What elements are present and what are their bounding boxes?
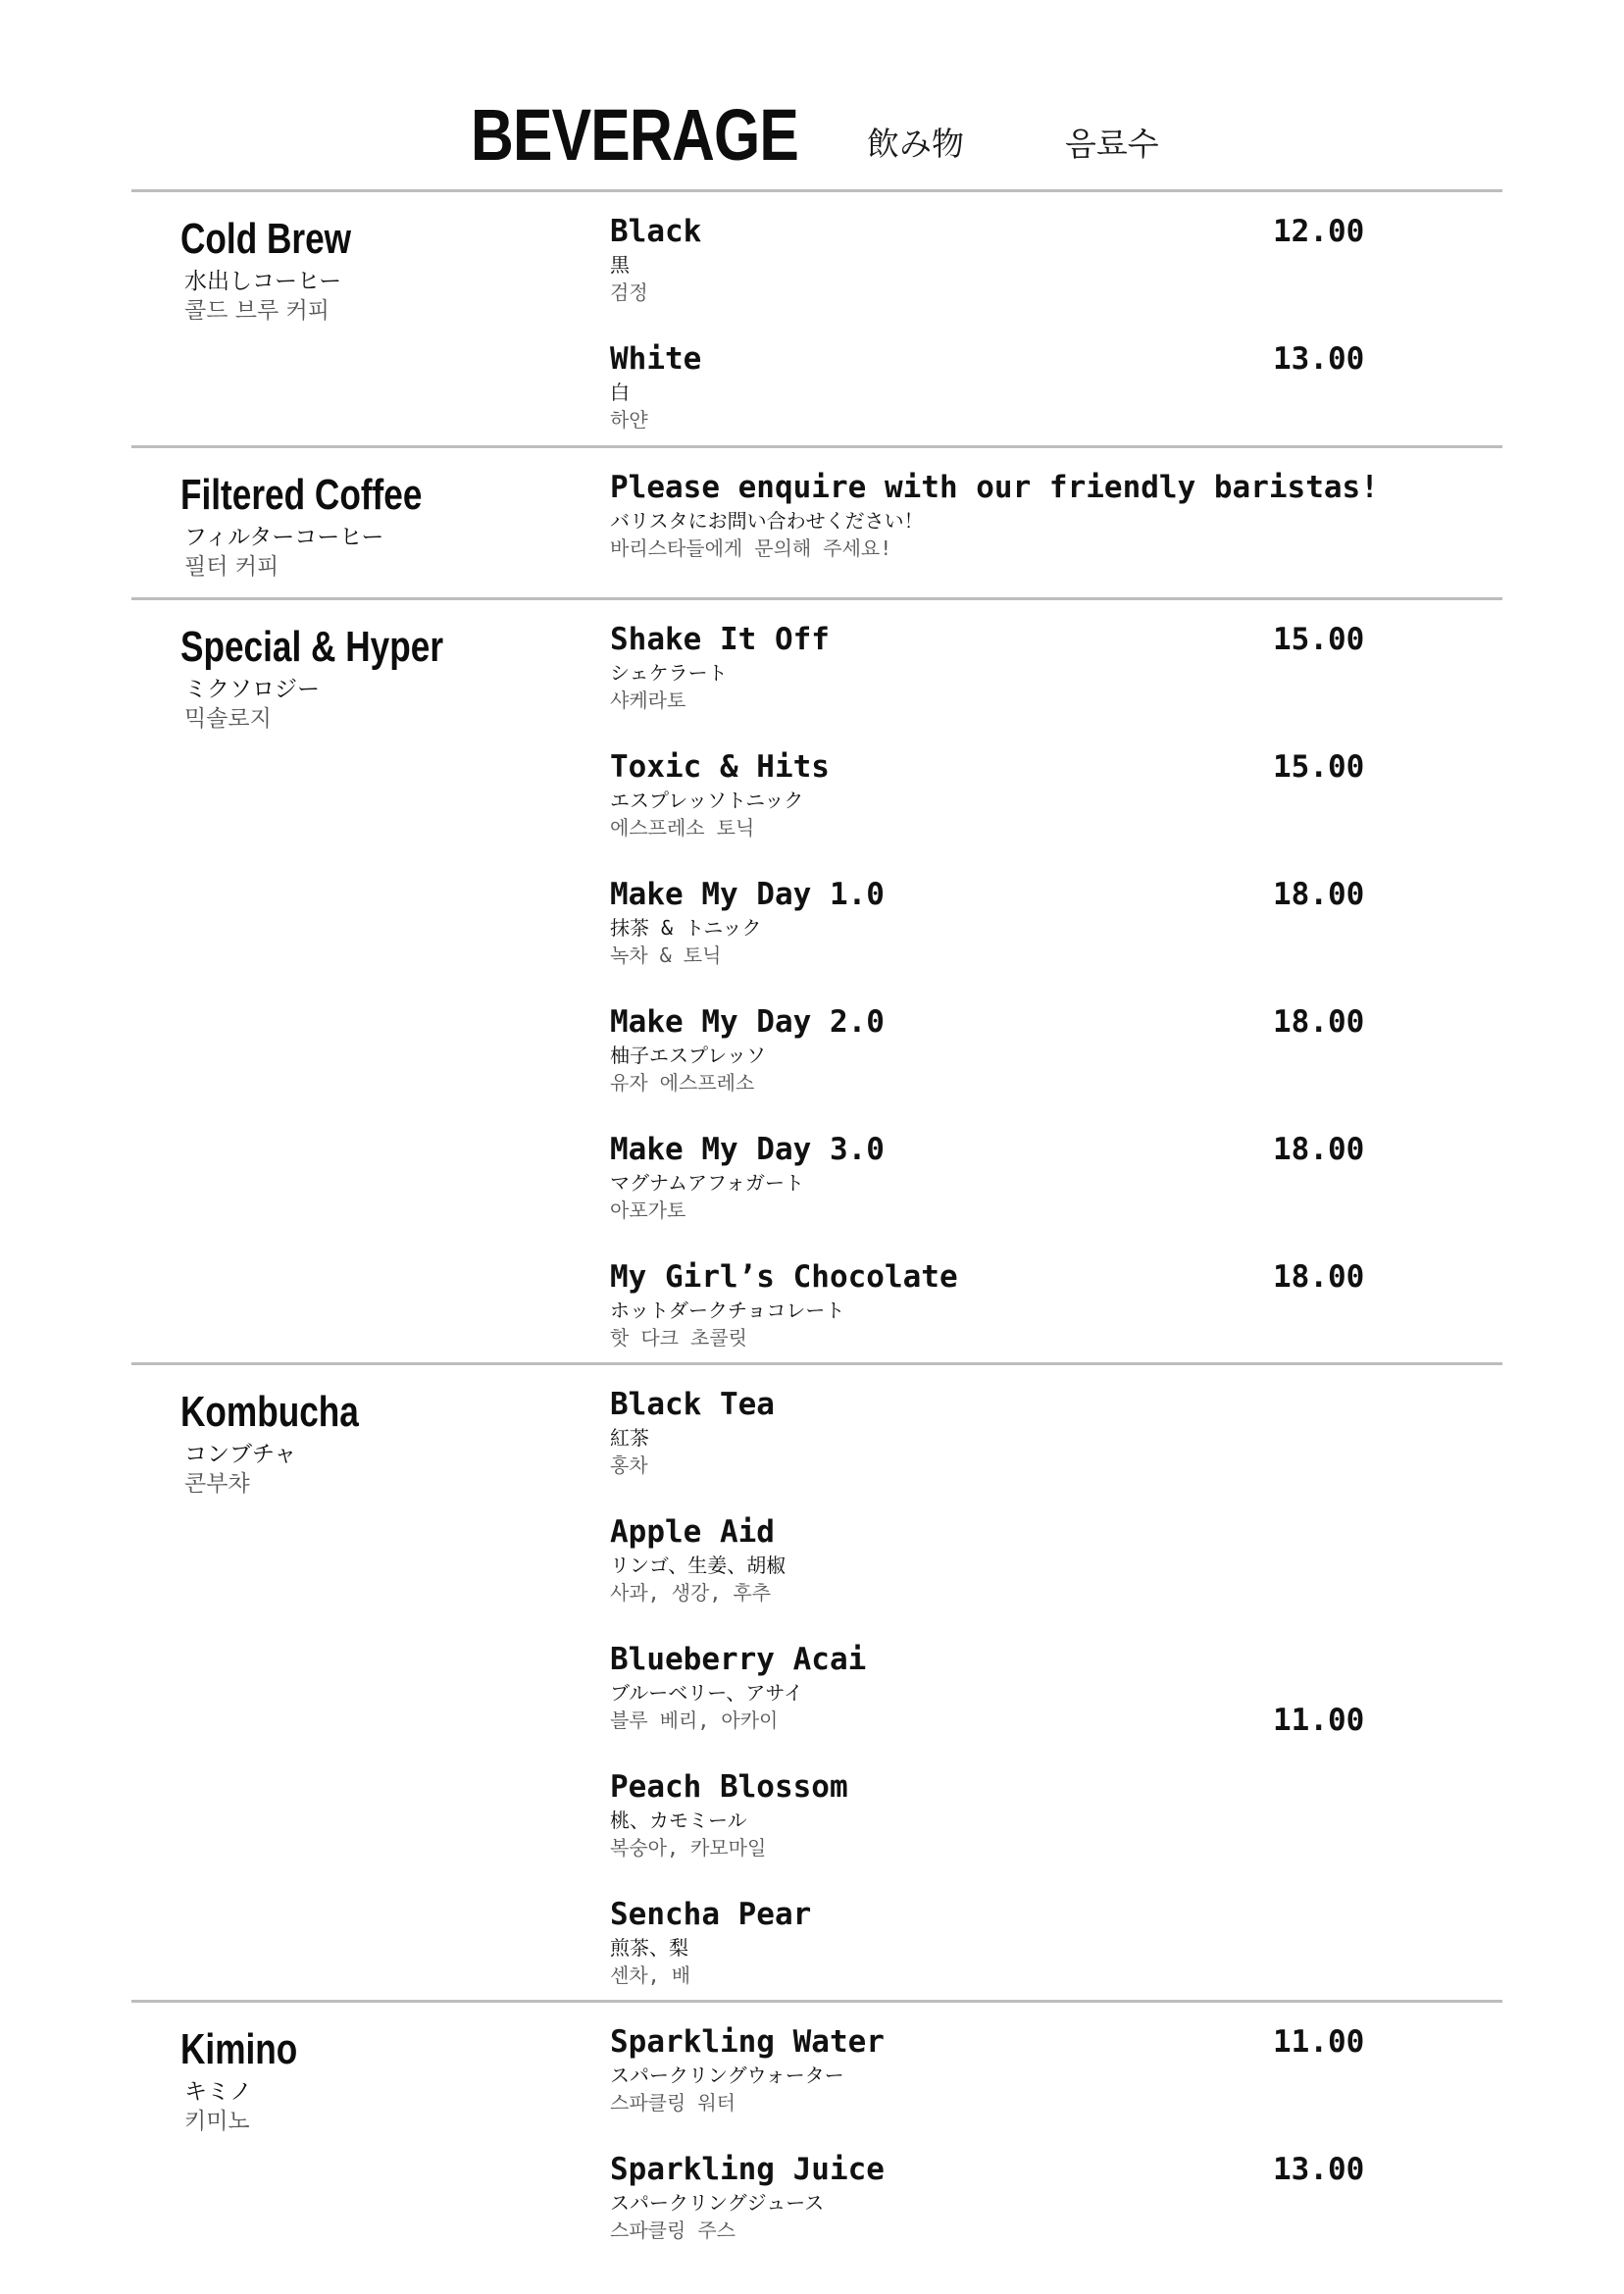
section-title: Cold Brew xyxy=(180,215,352,263)
item-name-korean: 홍차 xyxy=(610,1453,648,1477)
item-name: Please enquire with our friendly baristas! xyxy=(610,470,1379,505)
section-title: Filtered Coffee xyxy=(180,471,423,519)
menu-item-peach-blossom xyxy=(610,1767,1395,1885)
section-title-japanese: フィルターコーヒー xyxy=(184,525,384,550)
section-divider xyxy=(131,2000,1502,2003)
item-name: Black Tea xyxy=(610,1387,775,1422)
section-divider xyxy=(131,189,1502,192)
section-divider xyxy=(131,597,1502,600)
item-name: Make My Day 1.0 xyxy=(610,877,885,912)
menu-header xyxy=(0,86,1624,184)
menu-title: BEVERAGE xyxy=(471,94,798,176)
kombucha-price: 11.00 xyxy=(1273,1703,1365,1738)
item-name-korean: 유자 에스프레소 xyxy=(610,1071,755,1095)
item-name: White xyxy=(610,341,702,377)
section-title-japanese: キミノ xyxy=(184,2079,252,2105)
menu-item-barista-note xyxy=(610,468,1493,586)
section-title-korean: 키미노 xyxy=(184,2109,250,2134)
item-name: Sencha Pear xyxy=(610,1897,812,1932)
item-name: Sparkling Water xyxy=(610,2024,885,2060)
menu-title-korean: 음료수 xyxy=(1065,125,1159,163)
item-price: 18.00 xyxy=(1273,1004,1365,1040)
item-name-korean: 하얀 xyxy=(610,408,648,432)
item-price: 18.00 xyxy=(1273,877,1365,912)
section-divider xyxy=(131,445,1502,448)
item-name-japanese: シェケラート xyxy=(610,661,728,685)
section-title-japanese: コンブチャ xyxy=(184,1442,297,1467)
item-price: 18.00 xyxy=(1273,1132,1365,1167)
section-title-korean: 믹솔로지 xyxy=(184,706,272,732)
item-name-japanese: 抹茶 & トニック xyxy=(610,916,762,940)
item-name-japanese: エスプレッソトニック xyxy=(610,789,804,812)
item-name-japanese: スパークリングジュース xyxy=(610,2191,825,2215)
item-name-japanese: 煎茶、梨 xyxy=(610,1936,688,1960)
item-name-korean: 스파클링 워터 xyxy=(610,2091,736,2115)
item-price: 13.00 xyxy=(1273,341,1365,377)
item-name-korean: 에스프레소 토닉 xyxy=(610,816,755,840)
item-price: 12.00 xyxy=(1273,214,1365,249)
item-name-japanese: ブルーベリー、アサイ xyxy=(610,1681,803,1705)
item-name-japanese: 柚子エスプレッソ xyxy=(610,1044,766,1067)
menu-item-black-tea xyxy=(610,1385,1395,1503)
menu-item-apple-aid xyxy=(610,1512,1395,1630)
item-name: Shake It Off xyxy=(610,622,830,657)
item-name-japanese: スパークリングウォーター xyxy=(610,2064,844,2087)
item-name-japanese: 黒 xyxy=(610,253,630,277)
menu-title-japanese: 飲み物 xyxy=(867,125,964,163)
item-name: Sparkling Juice xyxy=(610,2152,885,2187)
item-name-japanese: マグナムアフォガート xyxy=(610,1171,804,1195)
item-name-japanese: バリスタにお問い合わせください！ xyxy=(610,509,924,533)
section-title-japanese: 水出しコーヒー xyxy=(184,269,342,294)
section-title-japanese: ミクソロジー xyxy=(184,677,320,702)
item-name-japanese: 紅茶 xyxy=(610,1426,649,1450)
item-name-korean: 녹차 & 토닉 xyxy=(610,943,722,967)
item-name: Toxic & Hits xyxy=(610,749,830,785)
section-title: Kombucha xyxy=(180,1388,359,1436)
item-name-korean: 블루 베리, 아카이 xyxy=(610,1708,779,1732)
item-name-korean: 검정 xyxy=(610,280,648,304)
section-title: Kimino xyxy=(180,2025,298,2073)
item-name-japanese: リンゴ、生姜、胡椒 xyxy=(610,1554,787,1577)
item-name: My Girl’s Chocolate xyxy=(610,1259,958,1295)
item-name-korean: 샤케라토 xyxy=(610,688,686,712)
item-name: Blueberry Acai xyxy=(610,1642,867,1677)
item-name-korean: 복숭아, 카모마일 xyxy=(610,1836,767,1860)
item-name-japanese: ホットダークチョコレート xyxy=(610,1299,845,1322)
item-name-japanese: 桃、カモミール xyxy=(610,1809,747,1832)
item-price: 18.00 xyxy=(1273,1259,1365,1295)
section-title-korean: 콜드 브루 커피 xyxy=(184,298,330,324)
item-name-korean: 사과, 생강, 후추 xyxy=(610,1581,772,1605)
item-name: Make My Day 2.0 xyxy=(610,1004,885,1040)
item-name: Black xyxy=(610,214,702,249)
item-name-korean: 아포가토 xyxy=(610,1198,686,1222)
item-price: 11.00 xyxy=(1273,2024,1365,2060)
menu-item-blueberry-acai xyxy=(610,1640,1395,1758)
item-name-korean: 바리스타들에게 문의해 주세요! xyxy=(610,536,892,560)
item-price: 13.00 xyxy=(1273,2152,1365,2187)
item-name-japanese: 白 xyxy=(610,381,630,404)
item-price: 15.00 xyxy=(1273,749,1365,785)
section-title-korean: 필터 커피 xyxy=(184,554,279,580)
item-name: Peach Blossom xyxy=(610,1769,848,1805)
item-name-korean: 핫 다크 초콜릿 xyxy=(610,1326,748,1350)
item-name: Apple Aid xyxy=(610,1514,775,1550)
menu-item-sencha-pear xyxy=(610,1895,1395,2013)
section-divider xyxy=(131,1362,1502,1365)
item-name-korean: 센차, 배 xyxy=(610,1963,691,1987)
item-price: 15.00 xyxy=(1273,622,1365,657)
item-name-korean: 스파클링 주스 xyxy=(610,2218,736,2242)
section-title-korean: 콘부챠 xyxy=(184,1471,250,1497)
section-title: Special & Hyper xyxy=(180,623,444,671)
item-name: Make My Day 3.0 xyxy=(610,1132,885,1167)
